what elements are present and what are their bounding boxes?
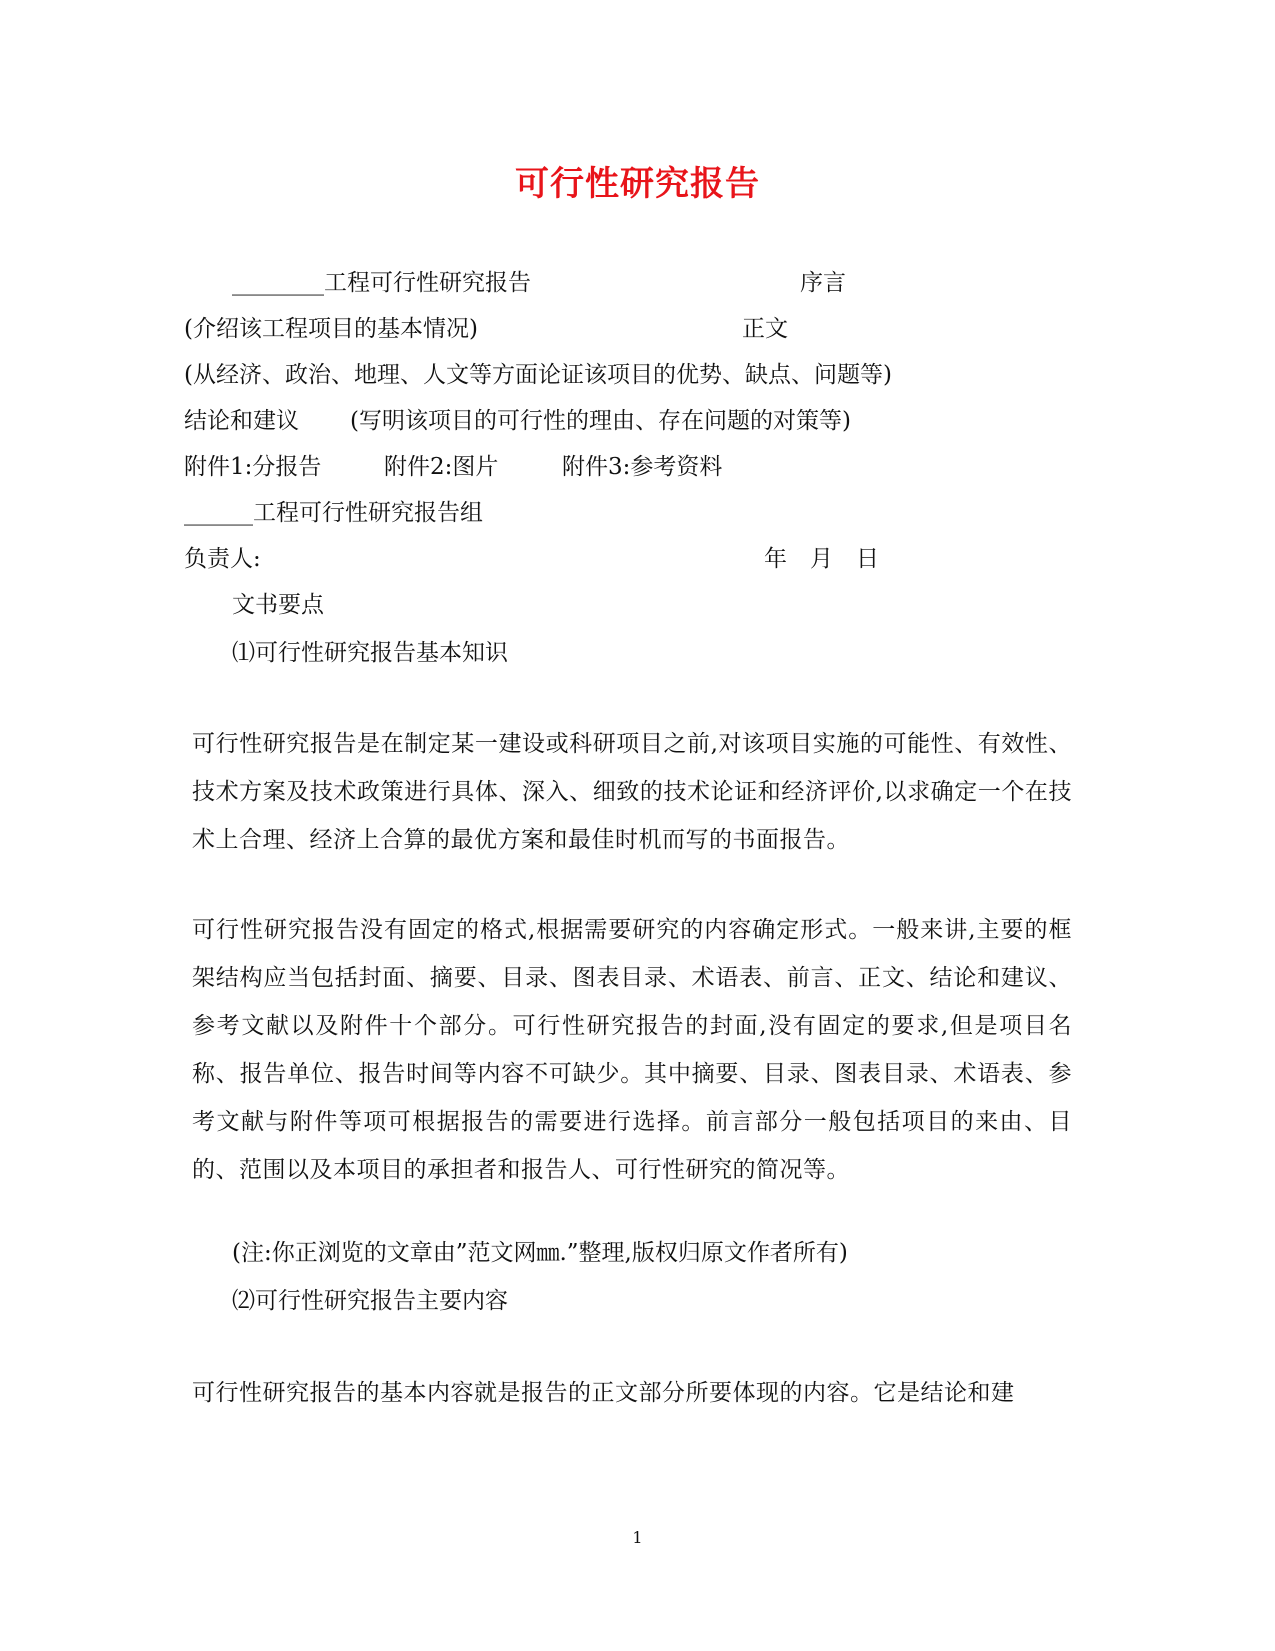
header-line3: (从经济、政治、地理、人文等方面论证该项目的优势、缺点、问题等) bbox=[184, 362, 892, 388]
paragraph-2: 可行性研究报告没有固定的格式,根据需要研究的内容确定形式。一般来讲,主要的框架结构应当包括封面、摘要、目录、图表目录、术语表、前言、正文、结论和建议、参考文献以及附件十个部分。可行性研究报告的封面,没有固定的要求,但是项目名称、报告单位、报告时间等内容不可缺少。其中摘要、目录、图表目录、术语表、参考文献与附件等项可根据报告的需要进行选择。前言部分一般包括项目的来由、目的、范围以及本项目的承担者和报告人、可行性研究的简况等。 bbox=[192, 917, 1072, 1183]
attachment-3: 附件3:参考资料 bbox=[562, 454, 723, 480]
header-line2-right: 正文 bbox=[742, 316, 788, 342]
header-line1-left: ________工程可行性研究报告 bbox=[232, 270, 531, 296]
header-line4-left: 结论和建议 bbox=[184, 408, 299, 434]
copyright-note: (注:你正浏览的文章由”范文网㎜.”整理,版权归原文作者所有) bbox=[232, 1240, 848, 1266]
attachment-2: 附件2:图片 bbox=[384, 454, 499, 480]
subsection-2-heading: ⑵可行性研究报告主要内容 bbox=[232, 1288, 508, 1314]
paragraph-3: 可行性研究报告的基本内容就是报告的正文部分所要体现的内容。它是结论和建 bbox=[192, 1380, 1015, 1406]
subsection-1-heading: ⑴可行性研究报告基本知识 bbox=[232, 640, 508, 666]
paragraph-1: 可行性研究报告是在制定某一建设或科研项目之前,对该项目实施的可能性、有效性、技术方案及技术政策进行具体、深入、细致的技术论证和经济评价,以求确定一个在技术上合理、经济上合算的最优方案和最佳时机而写的书面报告。 bbox=[192, 731, 1072, 853]
attachment-1: 附件1:分报告 bbox=[184, 454, 322, 480]
responsible-label: 负责人: bbox=[184, 546, 261, 572]
page-number: 1 bbox=[632, 1528, 643, 1547]
document-title: 可行性研究报告 bbox=[515, 164, 760, 204]
report-group: ______工程可行性研究报告组 bbox=[184, 500, 483, 526]
header-line2-left: (介绍该工程项目的基本情况) bbox=[184, 316, 478, 342]
header-line4-right: (写明该项目的可行性的理由、存在问题的对策等) bbox=[350, 408, 851, 434]
date-field: 年 月 日 bbox=[764, 546, 879, 572]
header-line1-right: 序言 bbox=[800, 270, 846, 296]
key-points-heading: 文书要点 bbox=[232, 592, 324, 618]
